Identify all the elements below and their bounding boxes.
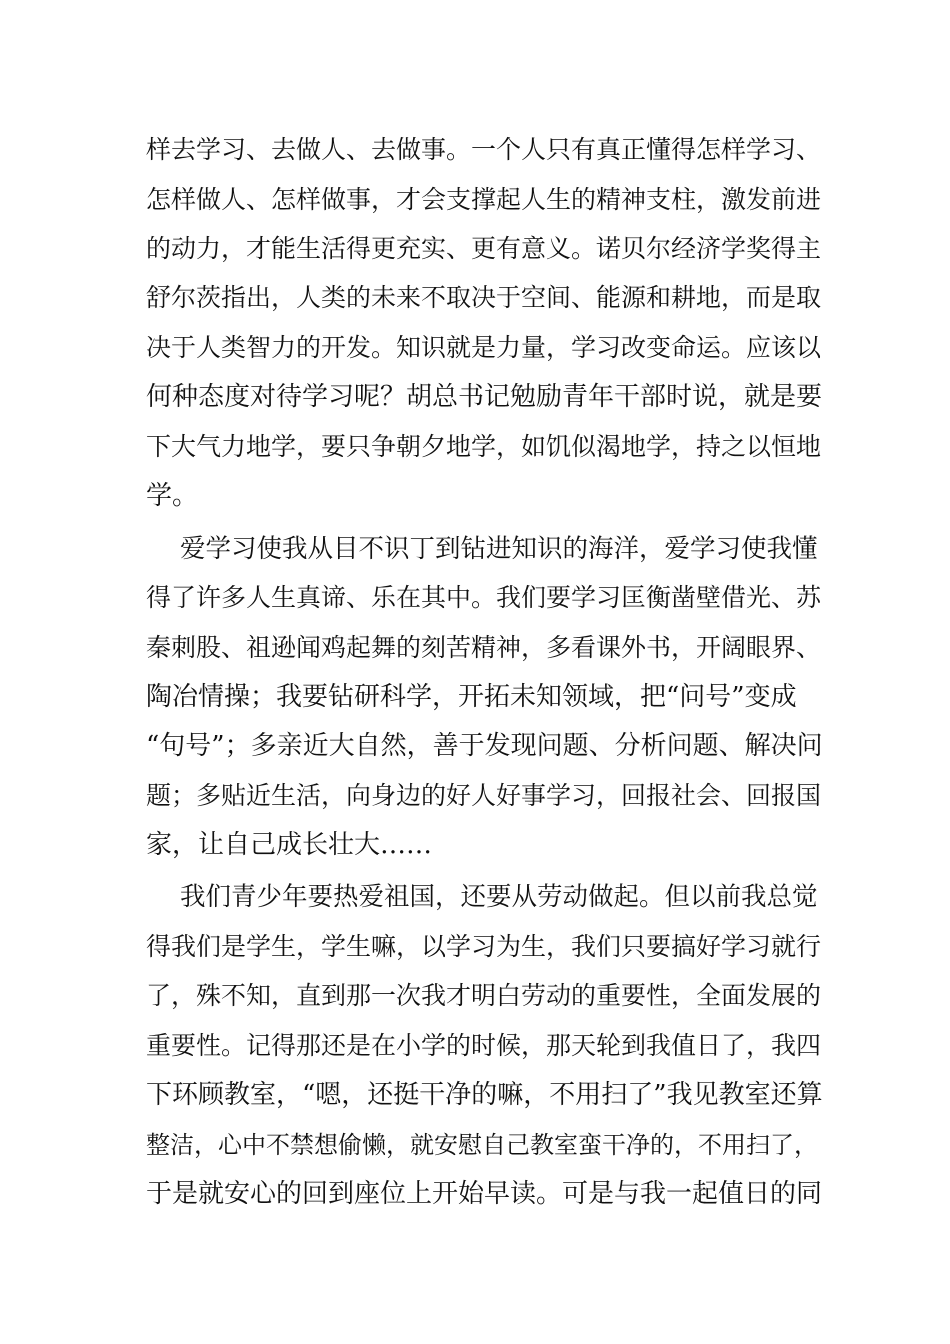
- text-line: 样去学习、去做人、去做事。一个人只有真正懂得怎样学习、: [146, 135, 822, 164]
- text-line: 下大气力地学，要只争朝夕地学，如饥似渴地学，持之以恒地: [146, 432, 822, 461]
- text-line: 整洁，心中不禁想偷懒，就安慰自己教室蛮干净的，不用扫了，: [146, 1131, 818, 1159]
- text-line: 陶冶情操；我要钻研科学，开拓未知领域，把“问号”变成: [146, 682, 797, 712]
- text-line: 的动力，才能生活得更充实、更有意义。诺贝尔经济学奖得主: [146, 234, 822, 263]
- text-line: 秦刺股、祖逊闻鸡起舞的刻苦精神，多看课外书，开阔眼界、: [146, 633, 822, 662]
- text-line: “句号”；多亲近大自然，善于发现问题、分析问题、解决问: [146, 731, 823, 761]
- text-line: 得我们是学生，学生嘛，以学习为生，我们只要搞好学习就行: [146, 932, 822, 961]
- text-line: 舒尔茨指出，人类的未来不取决于空间、能源和耕地，而是取: [146, 283, 822, 312]
- text-line: 重要性。记得那还是在小学的时候，那天轮到我值日了，我四: [146, 1031, 822, 1060]
- text-line: 下环顾教室，“嗯，还挺干净的嘛，不用扫了”我见教室还算: [146, 1080, 823, 1110]
- text-line: 怎样做人、怎样做事，才会支撑起人生的精神支柱，激发前进: [146, 185, 822, 214]
- text-line: 于是就安心的回到座位上开始早读。可是与我一起值日的同: [146, 1179, 823, 1209]
- text-line: 我们青少年要热爱祖国，还要从劳动做起。但以前我总觉: [180, 882, 818, 912]
- text-line: 题；多贴近生活，向身边的好人好事学习，回报社会、回报国: [146, 781, 822, 810]
- text-line: 家，让自己成长壮大……: [146, 830, 433, 860]
- text-line: 爱学习使我从目不识丁到钻进知识的海洋，爱学习使我懂: [180, 534, 818, 564]
- text-line: 学。: [146, 481, 199, 511]
- text-line: 何种态度对待学习呢？胡总书记勉励青年干部时说，就是要: [146, 382, 823, 412]
- text-line: 决于人类智力的开发。知识就是力量，学习改变命运。应该以: [146, 333, 822, 362]
- text-line: 得了许多人生真谛、乐在其中。我们要学习匡衡凿壁借光、苏: [146, 583, 822, 612]
- text-line: 了，殊不知，直到那一次我才明白劳动的重要性，全面发展的: [146, 981, 822, 1010]
